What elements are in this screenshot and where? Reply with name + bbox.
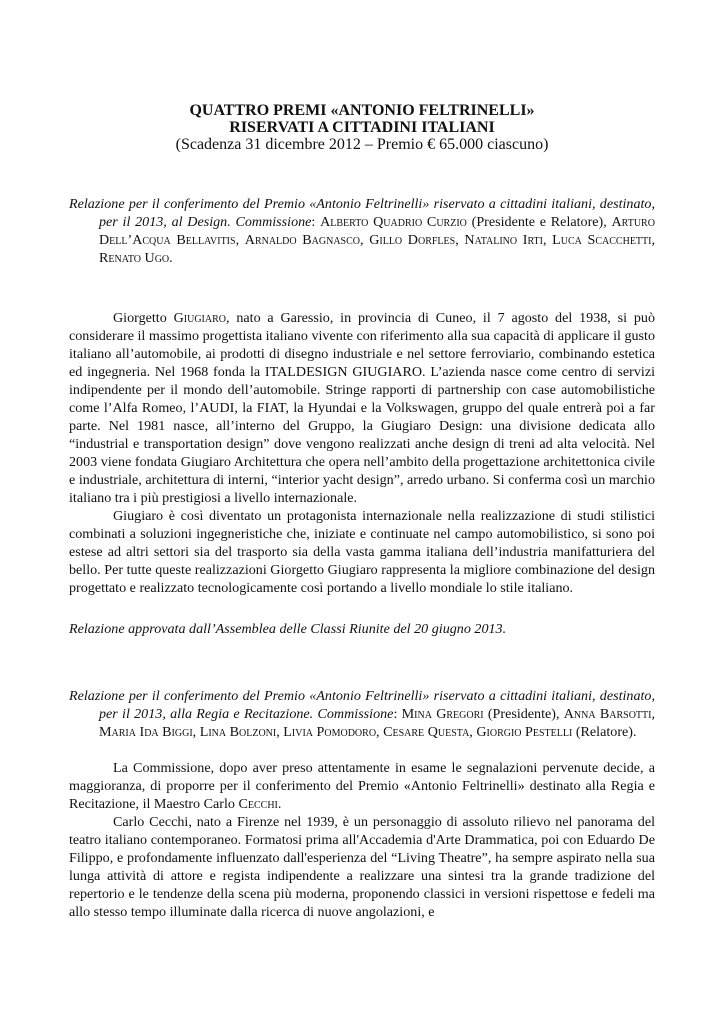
regia-p1-text-a: La Commissione, dopo aver preso attentamente in esame le segnalazioni pervenute decide, a maggioranza, di proporre per il conferimento del Premio «Antonio Feltrinelli» destinato alla Regia e Recitazione, il Maestro Carlo — [69, 760, 655, 812]
commission-member-role: , — [469, 724, 477, 740]
design-intro — [69, 195, 655, 267]
commission-member-name: Giorgio Pestelli — [476, 724, 573, 740]
regia-intro — [69, 687, 655, 741]
design-approval: Relazione approvata dall’Assemblea delle Classi Riunite del 20 giugno 2013. — [69, 621, 507, 637]
commission-member-role: . — [169, 250, 173, 266]
regia-intro-italic: Relazione per il conferimento del Premio «Antonio Feltrinelli» riservato a cittadini italiani, destinato, per il 2013, alla Regia e Recitazione. Commissione — [69, 688, 655, 722]
commission-member-name: Luca Scacchetti — [552, 232, 652, 248]
commission-member-name: Lina Bolzoni — [199, 724, 277, 740]
regia-paragraph-1 — [69, 759, 655, 813]
commission-member-name: Anna Barsotti — [563, 706, 652, 722]
regia-p1-text-b: . — [277, 796, 282, 812]
commission-member-name: Gillo Dorfles — [369, 232, 456, 248]
commission-member-name: Alberto Quadrio Curzio — [320, 214, 467, 230]
commission-member-role: , — [276, 724, 284, 740]
commission-member-name: Renato Ugo — [99, 250, 170, 266]
commission-member-role: , — [235, 232, 245, 248]
design-intro-italic: Relazione per il conferimento del Premio «Antonio Feltrinelli» riservato a cittadini italiani, destinato, per il 2013, al Design. Commissione — [69, 196, 655, 230]
commission-member-name: Mina Gregori — [401, 706, 484, 722]
commission-member-role: (Presidente), — [483, 706, 564, 722]
document-page — [69, 102, 655, 921]
design-p1-name: Giugiaro — [173, 310, 226, 326]
commission-member-role: (Relatore). — [572, 724, 637, 740]
commission-member-name: Arturo Dell’Acqua Bellavitis — [99, 214, 655, 248]
commission-member-role: , — [192, 724, 200, 740]
commission-member-name: Natalino Irti — [464, 232, 543, 248]
regia-p1-name: Cecchi — [238, 796, 278, 812]
commission-member-name: Livia Pomodoro — [283, 724, 377, 740]
commission-member-role: , — [542, 232, 553, 248]
commission-member-role: , — [651, 706, 655, 722]
header-title-line2: RISERVATI A CITTADINI ITALIANI — [229, 119, 495, 136]
header-title-line1: QUATTRO PREMI «ANTONIO FELTRINELLI» — [189, 102, 535, 119]
header-deadline: (Scadenza 31 dicembre 2012 – Premio € 65.000 ciascuno) — [175, 136, 549, 153]
regia-paragraph-2: Carlo Cecchi, nato a Firenze nel 1939, è un personaggio di assoluto rilievo nel panorama del teatro italiano contemporaneo. Formatosi prima all'Accademia d'Arte Drammatica, poi con Eduardo De Filippo, e profondamente influenzato dall'esperienza del “Living Theatre”, ha sempre aspirato nella sua lunga attività di attore e regista indipendente a realizzare una sintesi tra la grande tradizione del repertorio e le tendenze della scena più moderna, proponendo classici in versioni rispettose e fedeli ma allo stesso tempo illuminate dalla ricerca di nuove angolazioni, e — [69, 814, 655, 920]
regia-intro-colon: : — [393, 706, 402, 722]
commission-member-role: , — [651, 232, 656, 248]
design-paragraph-2: Giugiaro è così diventato un protagonista internazionale nella realizzazione di studi stilistici combinati a soluzioni ingegneristiche che, iniziate e continuate nel campo automobilistico, si sono poi estese ad altri settori sia del trasporto sia della vasta gamma italiana dell’industria manifatturiera del bello. Per tutte queste realizzazioni Giorgetto Giugiaro rappresenta la migliore combinazione del design progettato e realizzato tecnologicamente così portando a livello mondiale lo stile italiano. — [69, 508, 655, 596]
commission-member-role: , — [360, 232, 370, 248]
commission-member-role: , — [455, 232, 465, 248]
design-p1-text-b: , nato a Garessio, in provincia di Cuneo, il 7 agosto del 1938, si può considerare il massimo progettista italiano vivente con riferimento alla sua capacità di applicare il gusto italiano all’automobile, ai prodotti di disegno industriale e nel settore ferroviario, combinando estetica ed ingegneria. Nel 1968 fonda la ITALDESIGN GIUGIARO. L’azienda nasce come centro di servizi indipendente per il mondo dell’automobile. Stringe rapporti di partnership con case automobilistiche come l’Alfa Romeo, l’AUDI, la FIAT, la Hyundai e la Volkswagen, gruppo del quale entrerà poi a far parte. Nel 1981 nasce, all’interno del Gruppo, la Giugiaro Design: una divisione dedicata allo “industrial e transportation design” dove vengono realizzati anche design di treni ad alta velocità. Nel 2003 viene fondata Giugiaro Architettura che opera nell’ambito della progettazione architettonica civile e industriale, architettura di interni, “interior yacht design”, arredo urbano. Si conferma così un marchio italiano tra i più prestigiosi a livello internazionale. — [69, 310, 655, 506]
design-p1-text-a: Giorgetto — [113, 310, 174, 326]
commission-member-role: , — [376, 724, 384, 740]
design-paragraph-1 — [69, 309, 655, 507]
design-intro-colon: : — [311, 214, 321, 230]
commission-member-name: Cesare Questa — [383, 724, 470, 740]
commission-member-name: Maria Ida Biggi — [99, 724, 193, 740]
commission-member-role: (Presidente e Relatore), — [466, 214, 612, 230]
commission-member-name: Arnaldo Bagnasco — [244, 232, 361, 248]
